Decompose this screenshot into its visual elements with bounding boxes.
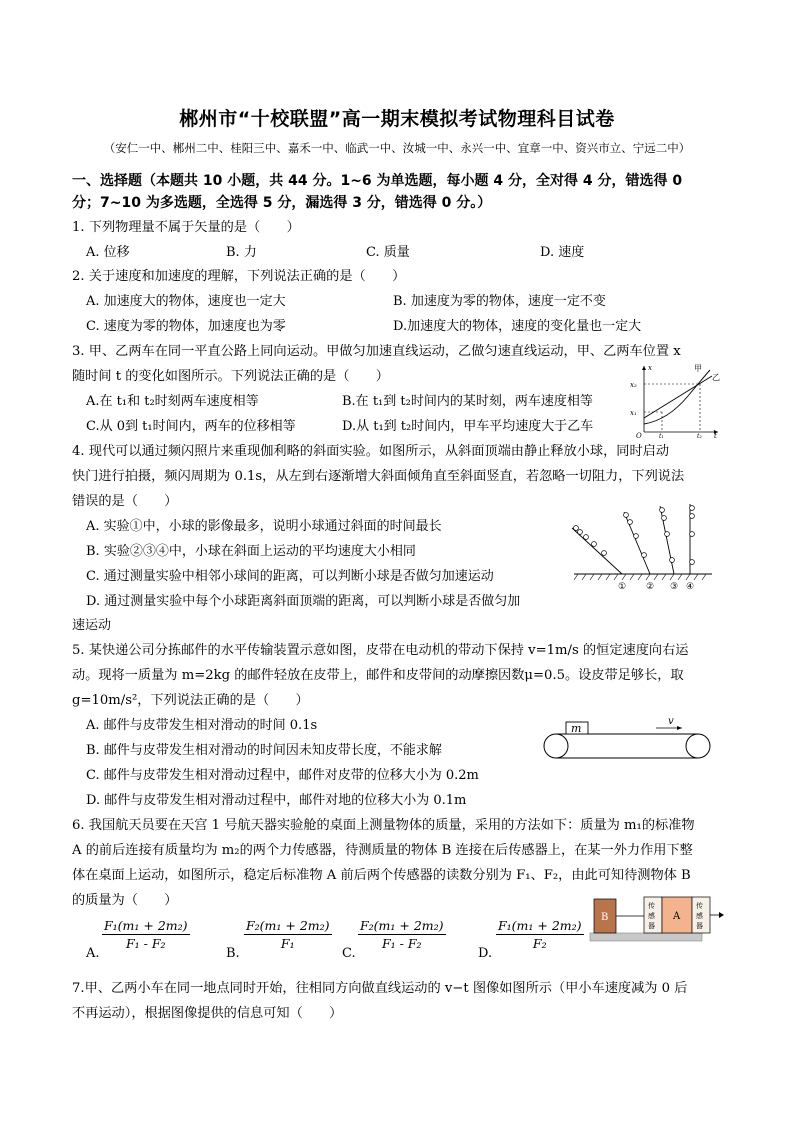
q6-option-a-fraction bbox=[102, 918, 190, 951]
q5-stem-line3: g=10m/s²，下列说法正确的是（ ） bbox=[72, 693, 309, 708]
q6-stem-line4: 的质量为（ ） bbox=[72, 893, 178, 908]
label-jia: 甲 bbox=[694, 364, 702, 373]
q4-option-d-line1: D. 通过测量实验中每个小球距离斜面顶端的距离，可以判断小球是否做匀加 bbox=[86, 594, 521, 609]
label-velocity: v bbox=[668, 716, 674, 727]
q3-stem-line1: 3. 甲、乙两车在同一平直公路上同向运动。甲做匀加速直线运动，乙做匀速直线运动，甲、乙两车位置 x bbox=[72, 344, 681, 359]
q6-option-d-fraction bbox=[496, 918, 584, 951]
label-t2: t₂ bbox=[697, 433, 702, 438]
yi-line bbox=[644, 376, 712, 418]
q6-option-d-label: D. bbox=[478, 946, 493, 961]
q4-incline-figure bbox=[566, 500, 716, 592]
q3-stem-line2: 随时间 t 的变化如图所示。下列说法正确的是（ ） bbox=[72, 369, 389, 384]
q1-option-a: A. 位移 bbox=[86, 245, 130, 260]
page-title: 郴州市“十校联盟”高一期末模拟考试物理科目试卷 bbox=[179, 108, 615, 130]
q2-option-d: D.加速度大的物体，速度的变化量也一定大 bbox=[393, 319, 642, 334]
q5-option-c: C. 邮件与皮带发生相对滑动过程中，邮件对皮带的位移大小为 0.2m bbox=[86, 768, 479, 783]
label-x-axis: x bbox=[648, 364, 652, 372]
q6-option-b-label: B. bbox=[226, 946, 240, 961]
label-mass: m bbox=[571, 722, 582, 735]
label-exp1: ① bbox=[618, 582, 627, 592]
q6-option-c-label: C. bbox=[342, 946, 356, 961]
front-sensor-char1: 传 bbox=[696, 902, 703, 910]
q1-stem: 1. 下列物理量不属于矢量的是（ ） bbox=[72, 220, 300, 235]
q6-b-numerator: F₂(m₁ + 2m₂) bbox=[246, 918, 330, 933]
school-list: （安仁一中、郴州二中、桂阳三中、嘉禾一中、临武一中、汝城一中、永兴一中、宜章一中、资兴市立、宁远二中） bbox=[103, 141, 691, 155]
q6-c-numerator: F₂(m₁ + 2m₂) bbox=[360, 918, 444, 933]
q7-stem-line2: 不再运动），根据图像提供的信息可知（ ） bbox=[72, 1006, 343, 1021]
q4-option-d-line2: 速运动 bbox=[72, 618, 112, 633]
q4-stem-line1: 4. 现代可以通过频闪照片来重现伽利略的斜面实验。如图所示，从斜面顶端由静止释放小球，同时启动 bbox=[72, 444, 670, 459]
rear-sensor-char1: 传 bbox=[648, 902, 655, 910]
q6-a-numerator: F₁(m₁ + 2m₂) bbox=[104, 918, 188, 933]
q6-c-denominator: F₁ - F₂ bbox=[382, 936, 422, 951]
q6-a-denominator: F₁ - F₂ bbox=[126, 936, 166, 951]
q5-option-a: A. 邮件与皮带发生相对滑动的时间 0.1s bbox=[86, 718, 318, 733]
label-block-a: A bbox=[673, 911, 681, 922]
label-block-b: B bbox=[601, 912, 609, 923]
q2-option-b: B. 加速度为零的物体，速度一定不变 bbox=[393, 294, 606, 309]
label-origin: O bbox=[636, 432, 642, 438]
q4-option-a: A. 实验①中，小球的影像最多，说明小球通过斜面的时间最长 bbox=[86, 519, 442, 534]
front-sensor-char3: 器 bbox=[696, 922, 703, 930]
q1-option-b: B. 力 bbox=[226, 245, 257, 260]
q3-option-c: C.从 0到 t₁时间内，两车的位移相等 bbox=[86, 419, 296, 434]
label-yi: 乙 bbox=[712, 373, 720, 382]
label-exp4: ④ bbox=[686, 582, 695, 592]
q1-option-c: C. 质量 bbox=[366, 245, 410, 260]
q2-option-c: C. 速度为零的物体，加速度也为零 bbox=[86, 319, 286, 334]
label-exp2: ② bbox=[646, 582, 655, 592]
q7-stem-line1: 7.甲、乙两小车在同一地点同时开始，往相同方向做直线运动的 v−t 图像如图所示（甲小车速度减为 0 后 bbox=[72, 981, 688, 996]
q6-d-denominator: F₂ bbox=[532, 936, 547, 951]
q3-option-a: A.在 t₁和 t₂时刻两车速度相等 bbox=[86, 394, 259, 409]
q3-option-d: D.从 t₁到 t₂时间内，甲车平均速度大于乙车 bbox=[342, 419, 594, 434]
q5-option-b: B. 邮件与皮带发生相对滑动的时间因未知皮带长度，不能求解 bbox=[86, 743, 442, 758]
label-t-axis: t bbox=[714, 432, 717, 438]
q6-stem-line3: 体在桌面上运动，如图所示，稳定后标准物 A 前后两个传感器的读数分别为 F₁、F₂，由此可知待测物体 B bbox=[72, 868, 691, 883]
label-exp3: ③ bbox=[670, 582, 679, 592]
q3-option-b: B.在 t₁到 t₂时间内的某时刻，两车速度相等 bbox=[342, 394, 593, 409]
q5-option-d: D. 邮件与皮带发生相对滑动过程中，邮件对地的位移大小为 0.1m bbox=[86, 793, 467, 808]
q6-option-a-label: A. bbox=[86, 946, 100, 961]
q4-stem-line2: 快门进行拍摄，频闪周期为 0.1s，从左到右逐渐增大斜面倾角直至斜面竖直，若忽略一切阻力，下列说法 bbox=[72, 469, 685, 484]
q6-option-c-fraction bbox=[358, 918, 446, 951]
q5-stem-line1: 5. 某快递公司分拣邮件的水平传输装置示意如图，皮带在电动机的带动下保持 v=1m/s 的恒定速度向右运 bbox=[72, 643, 689, 658]
rear-sensor-char2: 感 bbox=[648, 912, 655, 920]
section-heading-line2: 分；7~10 为多选题，全选得 5 分，漏选得 3 分，错选得 0 分。） bbox=[72, 195, 492, 211]
front-sensor-char2: 感 bbox=[696, 912, 703, 920]
q5-conveyor-figure bbox=[538, 714, 718, 762]
q6-stem-line2: A 的前后连接有质量均为 m₂的两个力传感器，待测质量的物体 B 连接在后传感器上，在某一外力作用下整 bbox=[72, 843, 693, 858]
label-x2: x₂ bbox=[630, 381, 637, 389]
q1-option-d: D. 速度 bbox=[540, 245, 585, 260]
q4-stem-line3: 错误的是（ ） bbox=[72, 494, 178, 509]
label-x1: x₁ bbox=[630, 409, 637, 417]
q4-option-c: C. 通过测量实验中相邻小球间的距离，可以判断小球是否做匀加速运动 bbox=[86, 569, 494, 584]
label-t1: t₁ bbox=[659, 433, 664, 438]
q3-xt-graph bbox=[628, 362, 720, 438]
table-surface bbox=[590, 933, 702, 941]
q6-b-denominator: F₁ bbox=[280, 936, 295, 951]
q6-stem-line1: 6. 我国航天员要在天宫 1 号航天器实验舱的桌面上测量物体的质量，采用的方法如下：质量为 m₁的标准物 bbox=[72, 818, 695, 833]
q4-option-b: B. 实验②③④中，小球在斜面上运动的平均速度大小相同 bbox=[86, 544, 416, 559]
section-heading-line1: 一、选择题（本题共 10 小题，共 44 分。1~6 为单选题，每小题 4 分，全对得 4 分，错选得 0 bbox=[72, 173, 683, 189]
q6-sensor-figure bbox=[586, 893, 726, 945]
q2-stem: 2. 关于速度和加速度的理解，下列说法正确的是（ ） bbox=[72, 269, 406, 284]
q6-option-b-fraction bbox=[244, 918, 332, 951]
rear-sensor-char3: 器 bbox=[648, 922, 655, 930]
q2-option-a: A. 加速度大的物体，速度也一定大 bbox=[86, 294, 286, 309]
q6-d-numerator: F₁(m₁ + 2m₂) bbox=[498, 918, 582, 933]
q5-stem-line2: 动。现将一质量为 m=2kg 的邮件轻放在皮带上，邮件和皮带间的动摩擦因数μ=0.5。设皮带足够长，取 bbox=[72, 668, 684, 683]
